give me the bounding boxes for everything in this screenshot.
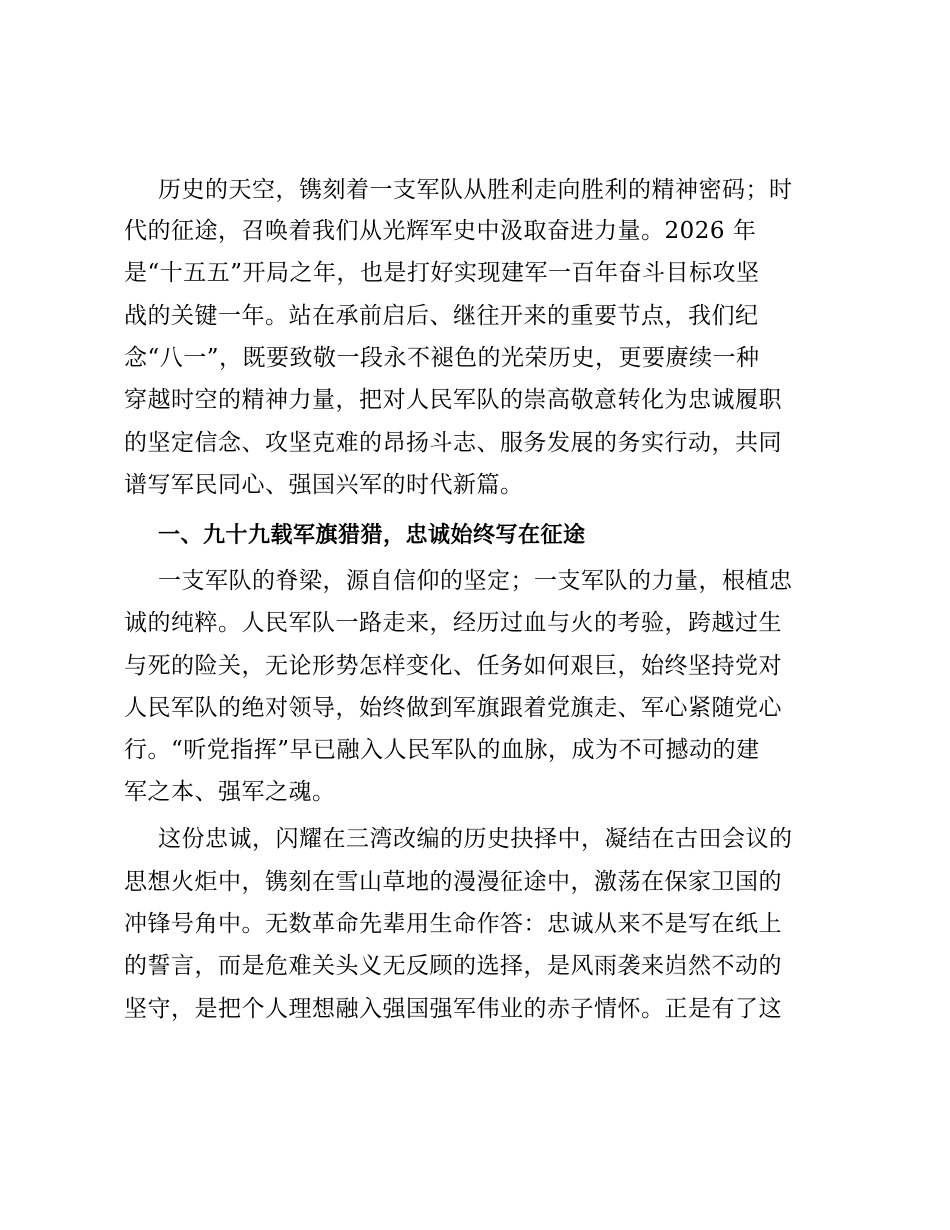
intro-line-8: 谱写军民同心、强国兴军的时代新篇。 bbox=[124, 472, 524, 498]
paragraph-line: 这份忠诚，闪耀在三湾改编的历史抉择中，凝结在古田会议的 bbox=[158, 826, 793, 852]
paragraph-line: 人民军队的绝对领导，始终做到军旗跟着党旗走、军心紧随党心 bbox=[124, 695, 782, 721]
paragraph-line: 坚守，是把个人理想融入强国强军伟业的赤子情怀。正是有了这 bbox=[124, 996, 782, 1022]
intro-line-3: 是“十五五”开局之年，也是打好实现建军一百年奋斗目标攻坚 bbox=[124, 260, 760, 286]
intro-line-4: 战的关键一年。站在承前启后、继往开来的重要节点，我们纪 bbox=[124, 303, 759, 329]
paragraph-line: 的誓言，而是危难关头义无反顾的选择，是风雨袭来岿然不动的 bbox=[124, 953, 782, 979]
paragraph-line: 思想火炬中，镌刻在雪山草地的漫漫征途中，激荡在保家卫国的 bbox=[124, 869, 782, 895]
paragraph-line: 军之本、强军之魂。 bbox=[124, 779, 336, 805]
section-heading: 一、九十九载军旗猎猎，忠诚始终写在征途 bbox=[158, 523, 586, 548]
intro-line-6: 穿越时空的精神力量，把对人民军队的崇高敬意转化为忠诚履职 bbox=[124, 387, 782, 413]
intro-line-7: 的坚定信念、攻坚克难的昂扬斗志、服务发展的务实行动，共同 bbox=[124, 430, 782, 456]
intro-line-1: 历史的天空，镌刻着一支军队从胜利走向胜利的精神密码；时 bbox=[158, 177, 793, 203]
paragraph-line: 一支军队的脊梁，源自信仰的坚定；一支军队的力量，根植忠 bbox=[158, 568, 793, 594]
paragraph-line: 诚的纯粹。人民军队一路走来，经历过血与火的考验，跨越过生 bbox=[124, 610, 782, 636]
paragraph-line: 与死的险关，无论形势怎样变化、任务如何艰巨，始终坚持党对 bbox=[124, 653, 782, 679]
paragraph-line: 冲锋号角中。无数革命先辈用生命作答：忠诚从来不是写在纸上 bbox=[124, 911, 782, 937]
intro-line-5: 念“八一”，既要致敬一段永不褪色的光荣历史，更要赓续一种 bbox=[124, 345, 760, 371]
paragraph-line: 行。“听党指挥”早已融入人民军队的血脉，成为不可撼动的建 bbox=[124, 737, 760, 763]
intro-line-2: 代的征途，召唤着我们从光辉军史中汲取奋进力量。2026 年 bbox=[124, 218, 757, 244]
